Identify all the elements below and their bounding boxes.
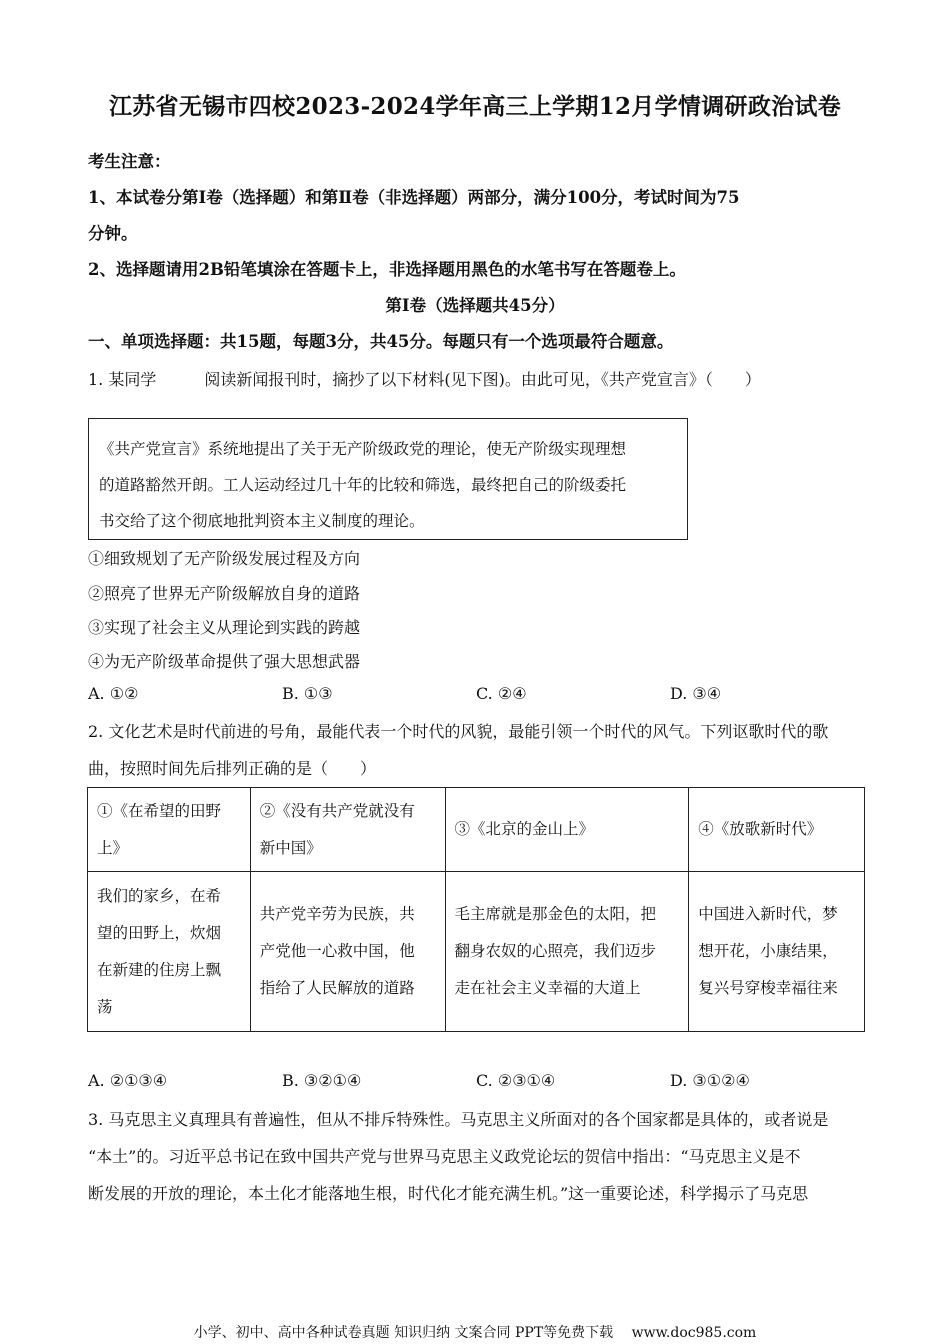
notice-heading: 考生注意：: [88, 152, 171, 171]
q1-statement-3: ③实现了社会主义从理论到实践的跨越: [88, 618, 361, 637]
lyrics-cell: 毛主席就是那金色的太阳，把 翻身农奴的心照亮，我们迈步 走在社会主义幸福的大道上: [445, 872, 689, 1032]
q1-statement-4: ④为无产阶级革命提供了强大思想武器: [88, 652, 361, 671]
exam-title: 江苏省无锡市四校2023-2024学年高三上学期12月学情调研政治试卷: [108, 93, 842, 120]
q1-material-line: 《共产党宣言》系统地提出了关于无产阶级政党的理论，使无产阶级实现理想: [99, 440, 627, 458]
lyrics-cell: 中国进入新时代，梦 想开花，小康结果， 复兴号穿梭幸福往来: [689, 872, 865, 1032]
lyrics-cell: 我们的家乡，在希 望的田野上，炊烟 在新建的住房上飘 荡: [88, 872, 251, 1032]
q1-statement-2: ②照亮了世界无产阶级解放自身的道路: [88, 584, 361, 603]
song-title-cell: ④《放歌新时代》: [689, 788, 865, 872]
q3-text-line: 3. 马克思主义真理具有普遍性，但从不排斥特殊性。马克思主义所面对的各个国家都是具体的，或者说是: [88, 1110, 829, 1129]
q1-option-b: B. ①③: [282, 684, 333, 703]
q1-option-d: D. ③④: [670, 684, 722, 703]
q3-text-line: 断发展的开放的理论，本土化才能落地生根，时代化才能充满生机。”这一重要论述，科学揭示了马克思: [88, 1184, 809, 1203]
q1-stem: 1. 某同学 阅读新闻报刊时，摘抄了以下材料(见下图)。由此可见，《共产党宣言》（ ）: [88, 370, 761, 389]
notice-item-1: 1、本试卷分第Ⅰ卷（选择题）和第Ⅱ卷（非选择题）两部分，满分100分，考试时间为75: [88, 188, 740, 207]
song-title-cell: ②《没有共产党就没有 新中国》: [250, 788, 445, 872]
q3-text-line: “本土”的。习近平总书记在致中国共产党与世界马克思主义政党论坛的贺信中指出：“马克思主义是不: [88, 1147, 801, 1166]
section-title: 第Ⅰ卷（选择题共45分）: [385, 296, 565, 315]
q1-material-line: 的道路豁然开朗。工人运动经过几十年的比较和筛选，最终把自己的阶级委托: [99, 476, 627, 494]
table-row: [88, 872, 865, 1032]
q1-material-box: [88, 418, 688, 540]
song-title-cell: ①《在希望的田野 上》: [88, 788, 251, 872]
q2-stem: 2. 文化艺术是时代前进的号角，最能代表一个时代的风貌，最能引领一个时代的风气。下列讴歌时代的歌: [88, 722, 829, 741]
q1-option-c: C. ②④: [476, 684, 527, 703]
q1-material-line: 书交给了这个彻底地批判资本主义制度的理论。: [99, 512, 425, 530]
q2-option-b: B. ③②①④: [282, 1071, 362, 1090]
part-title: 一、单项选择题：共15题，每题3分，共45分。每题只有一个选项最符合题意。: [88, 332, 674, 351]
lyrics-cell: 共产党辛劳为民族，共 产党他一心救中国，他 指给了人民解放的道路: [250, 872, 445, 1032]
q2-option-c: C. ②③①④: [476, 1071, 556, 1090]
footer-ad: 小学、初中、高中各种试卷真题 知识归纳 文案合同 PPT等免费下载 www.doc985.com: [193, 1325, 757, 1341]
q2-songs-table: [87, 787, 865, 1032]
notice-item-1-cont: 分钟。: [88, 224, 138, 243]
q2-option-d: D. ③①②④: [670, 1071, 750, 1090]
q2-stem-cont: 曲，按照时间先后排列正确的是（ ）: [88, 759, 377, 778]
q1-statement-1: ①细致规划了无产阶级发展过程及方向: [88, 549, 361, 568]
table-header-row: [88, 788, 865, 872]
q2-option-a: A. ②①③④: [88, 1071, 168, 1090]
q1-option-a: A. ①②: [88, 684, 139, 703]
notice-item-2: 2、选择题请用2B铅笔填涂在答题卡上，非选择题用黑色的水笔书写在答题卷上。: [88, 260, 686, 279]
song-title-cell: ③《北京的金山上》: [445, 788, 689, 872]
